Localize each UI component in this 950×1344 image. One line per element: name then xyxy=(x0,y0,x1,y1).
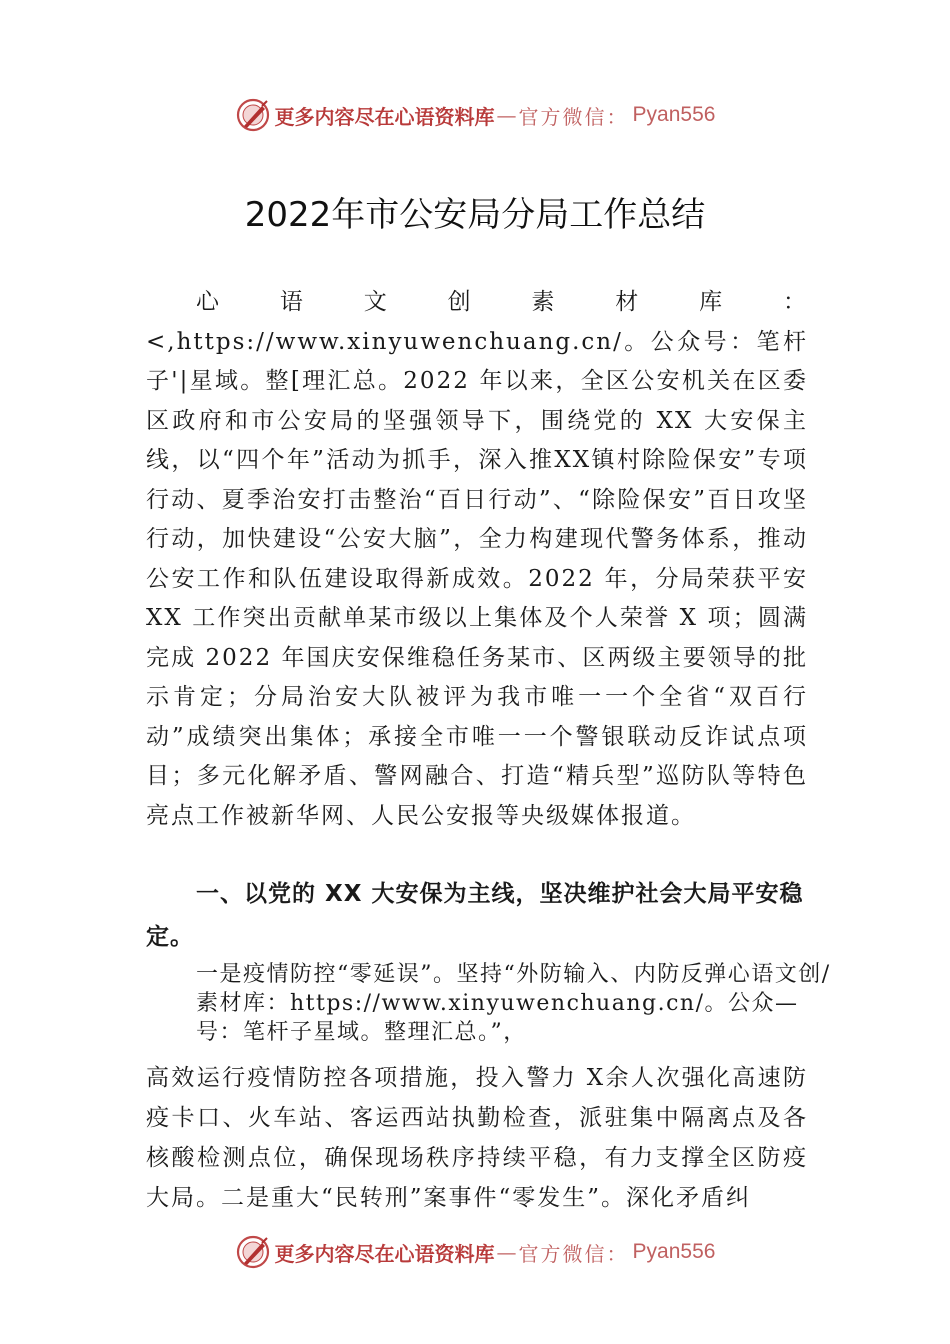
section-heading-1: 一、以党的 XX 大安保为主线，坚决维护社会大局平安稳定。 xyxy=(146,881,804,950)
quill-seal-icon xyxy=(235,97,271,133)
intro-paragraph: 心 语 文 创 素 材 库 ： <,https://www.xinyuwenchuang.cn/。公众号：笔杆子'|星域。整[理汇总。2022 年以来，全区公安机关在区委区政府和市公安局的坚强领导下，围绕党的 XX 大安保主线，以“四个年”活动为抓手，深入推XX镇村除险保安”专项行动、夏季治安打击整治“百日行动”、“除险保安”百日攻坚行动，加快建设“公安大脑”，全力构建现代警务体系，推动公安工作和队伍建设取得新成效。2022 年，分局荣获平安 XX 工作突出贡献单某市级以上集体及个人荣誉 X 项；圆满完成 2022 年国庆安保维稳任务某市、区两级主要领导的批示肯定；分局治安大队被评为我市唯一一个全省“双百行动”成绩突出集体；承接全市唯一一个警银联动反诈试点项目；多元化解矛盾、警网融合、打造“精兵型”巡防队等特色亮点工作被新华网、人民公安报等央级媒体报道。 xyxy=(146,289,808,829)
body-paragraph-2: 高效运行疫情防控各项措施，投入警力 X余人次强化高速防疫卡口、火车站、客运西站执勤检查，派驻集中隔离点及各核酸检测点位，确保现场秩序持续平稳，有力支撑全区防疫大局。二是重大“民转刑”案事件“零发生”。深化矛盾纠 xyxy=(146,1065,808,1211)
separator-dash: — xyxy=(496,103,517,127)
separator-dash: — xyxy=(496,1240,517,1264)
wechat-account: Pyan556 xyxy=(632,103,716,126)
library-promo-text: 更多内容尽在心语资料库 xyxy=(274,104,495,129)
library-promo-text: 更多内容尽在心语资料库 xyxy=(274,1241,495,1266)
wechat-label: 官方微信 xyxy=(518,104,607,129)
colon: ： xyxy=(606,1241,627,1266)
document-title: 2022年市公安局分局工作总结 xyxy=(244,195,706,235)
wechat-account: Pyan556 xyxy=(632,1240,716,1263)
colon: ： xyxy=(606,104,627,129)
footer-banner xyxy=(0,1232,950,1272)
quill-seal-icon xyxy=(235,1234,271,1270)
wechat-label: 官方微信 xyxy=(518,1241,607,1266)
quoted-block: 一是疫情防控“零延误”。坚持“外防输入、内防反弹心语文创/素材库：https://www.xinyuwenchuang.cn/。公众—号：笔杆子星域。整理汇总。”， xyxy=(196,962,831,1045)
header-banner xyxy=(0,95,950,135)
